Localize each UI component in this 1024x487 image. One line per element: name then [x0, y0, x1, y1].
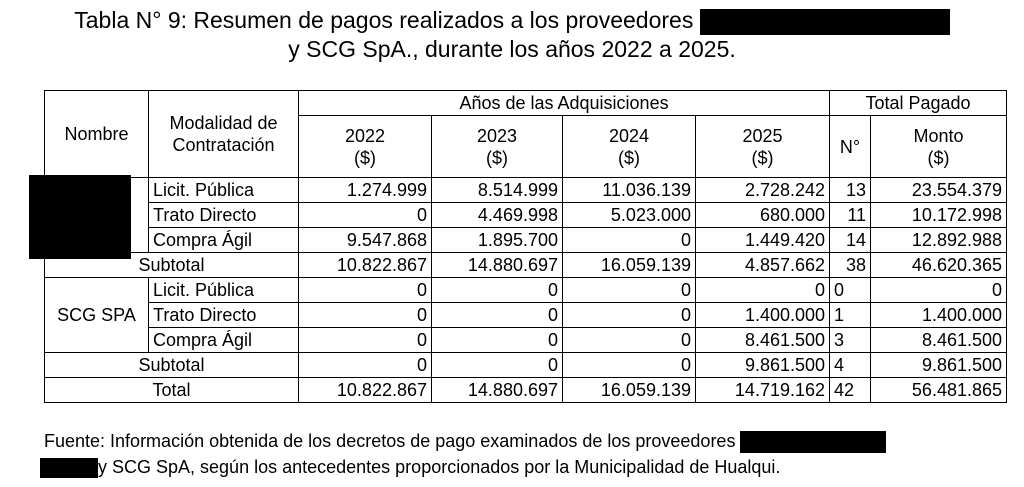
monto-cell: 56.481.865: [871, 378, 1007, 403]
source-line1: [44, 428, 1004, 454]
table-row: [45, 278, 1007, 303]
modalidad-cell: Licit. Pública: [149, 178, 299, 203]
value-cell: 0: [563, 328, 696, 353]
monto-cell: 1.400.000: [871, 303, 1007, 328]
count-cell: 11: [830, 203, 871, 228]
count-cell: 38: [830, 253, 871, 278]
table-title-text: Tabla N° 9: Resumen de pagos realizados a los proveedores: [74, 7, 694, 33]
table-row: [45, 178, 1007, 203]
value-cell: 680.000: [696, 203, 830, 228]
count-cell: 13: [830, 178, 871, 203]
value-cell: 9.547.868: [299, 228, 432, 253]
value-cell: 11.036.139: [563, 178, 696, 203]
value-cell: 1.400.000: [696, 303, 830, 328]
redacted-block: [700, 9, 950, 35]
total-label: Total: [45, 378, 299, 403]
table-row: [45, 303, 1007, 328]
value-cell: 14.880.697: [432, 253, 563, 278]
modalidad-cell: Compra Ágil: [149, 328, 299, 353]
source-note: [44, 428, 1004, 480]
redacted-block: [40, 458, 98, 478]
table-row: [45, 203, 1007, 228]
value-cell: 0: [299, 203, 432, 228]
value-cell: 8.514.999: [432, 178, 563, 203]
value-cell: 0: [299, 328, 432, 353]
value-cell: 14.880.697: [432, 378, 563, 403]
redacted-block: [740, 431, 886, 453]
modalidad-cell: Compra Ágil: [149, 228, 299, 253]
modalidad-cell: Licit. Pública: [149, 278, 299, 303]
count-cell: 4: [830, 353, 871, 378]
monto-cell: 46.620.365: [871, 253, 1007, 278]
value-cell: 4.857.662: [696, 253, 830, 278]
value-cell: 0: [432, 353, 563, 378]
redacted-provider-name: [45, 178, 149, 253]
value-cell: 0: [432, 328, 563, 353]
value-cell: 9.861.500: [696, 353, 830, 378]
table-title-line2: y SCG SpA., durante los años 2022 a 2025.: [288, 36, 736, 62]
value-cell: 0: [432, 278, 563, 303]
source-text: Fuente: Información obtenida de los decretos de pago examinados de los proveedores: [44, 431, 736, 451]
payments-table: [44, 90, 1007, 403]
value-cell: 0: [563, 228, 696, 253]
subtotal-row: [45, 253, 1007, 278]
table-row: [45, 328, 1007, 353]
value-cell: 4.469.998: [432, 203, 563, 228]
provider-name-scg: SCG SPA: [45, 278, 149, 353]
monto-cell: 23.554.379: [871, 178, 1007, 203]
value-cell: 10.822.867: [299, 378, 432, 403]
subtotal-label: Subtotal: [45, 353, 299, 378]
value-cell: 10.822.867: [299, 253, 432, 278]
value-cell: 14.719.162: [696, 378, 830, 403]
header-anios: Años de las Adquisiciones: [299, 91, 830, 116]
count-cell: 14: [830, 228, 871, 253]
value-cell: 1.274.999: [299, 178, 432, 203]
subtotal-label: Subtotal: [45, 253, 299, 278]
count-cell: 3: [830, 328, 871, 353]
header-year-2022: 2022 ($): [299, 116, 432, 178]
monto-cell: 12.892.988: [871, 228, 1007, 253]
count-cell: 1: [830, 303, 871, 328]
header-modalidad: Modalidad de Contratación: [149, 91, 299, 178]
header-year-2024: 2024 ($): [563, 116, 696, 178]
count-cell: 0: [830, 278, 871, 303]
value-cell: 0: [696, 278, 830, 303]
total-row: [45, 378, 1007, 403]
value-cell: 2.728.242: [696, 178, 830, 203]
header-row-1: [45, 91, 1007, 116]
header-year-2025: 2025 ($): [696, 116, 830, 178]
header-n: N°: [830, 116, 871, 178]
table-title-line1: [0, 6, 1024, 35]
value-cell: 0: [563, 353, 696, 378]
value-cell: 16.059.139: [563, 378, 696, 403]
monto-cell: 0: [871, 278, 1007, 303]
source-line2: [44, 454, 1004, 480]
subtotal-row: [45, 353, 1007, 378]
value-cell: 0: [299, 353, 432, 378]
monto-cell: 8.461.500: [871, 328, 1007, 353]
source-text: y SCG SpA, según los antecedentes proporcionados por la Municipalidad de Hualqui.: [98, 457, 781, 477]
value-cell: 0: [299, 278, 432, 303]
table-row: [45, 228, 1007, 253]
count-cell: 42: [830, 378, 871, 403]
value-cell: 0: [563, 303, 696, 328]
value-cell: 16.059.139: [563, 253, 696, 278]
monto-cell: 9.861.500: [871, 353, 1007, 378]
modalidad-cell: Trato Directo: [149, 303, 299, 328]
value-cell: 1.449.420: [696, 228, 830, 253]
value-cell: 8.461.500: [696, 328, 830, 353]
value-cell: 1.895.700: [432, 228, 563, 253]
header-nombre: Nombre: [45, 91, 149, 178]
header-total-pagado: Total Pagado: [830, 91, 1007, 116]
value-cell: 0: [432, 303, 563, 328]
header-year-2023: 2023 ($): [432, 116, 563, 178]
value-cell: 0: [563, 278, 696, 303]
value-cell: 0: [299, 303, 432, 328]
modalidad-cell: Trato Directo: [149, 203, 299, 228]
header-monto: Monto ($): [871, 116, 1007, 178]
monto-cell: 10.172.998: [871, 203, 1007, 228]
value-cell: 5.023.000: [563, 203, 696, 228]
